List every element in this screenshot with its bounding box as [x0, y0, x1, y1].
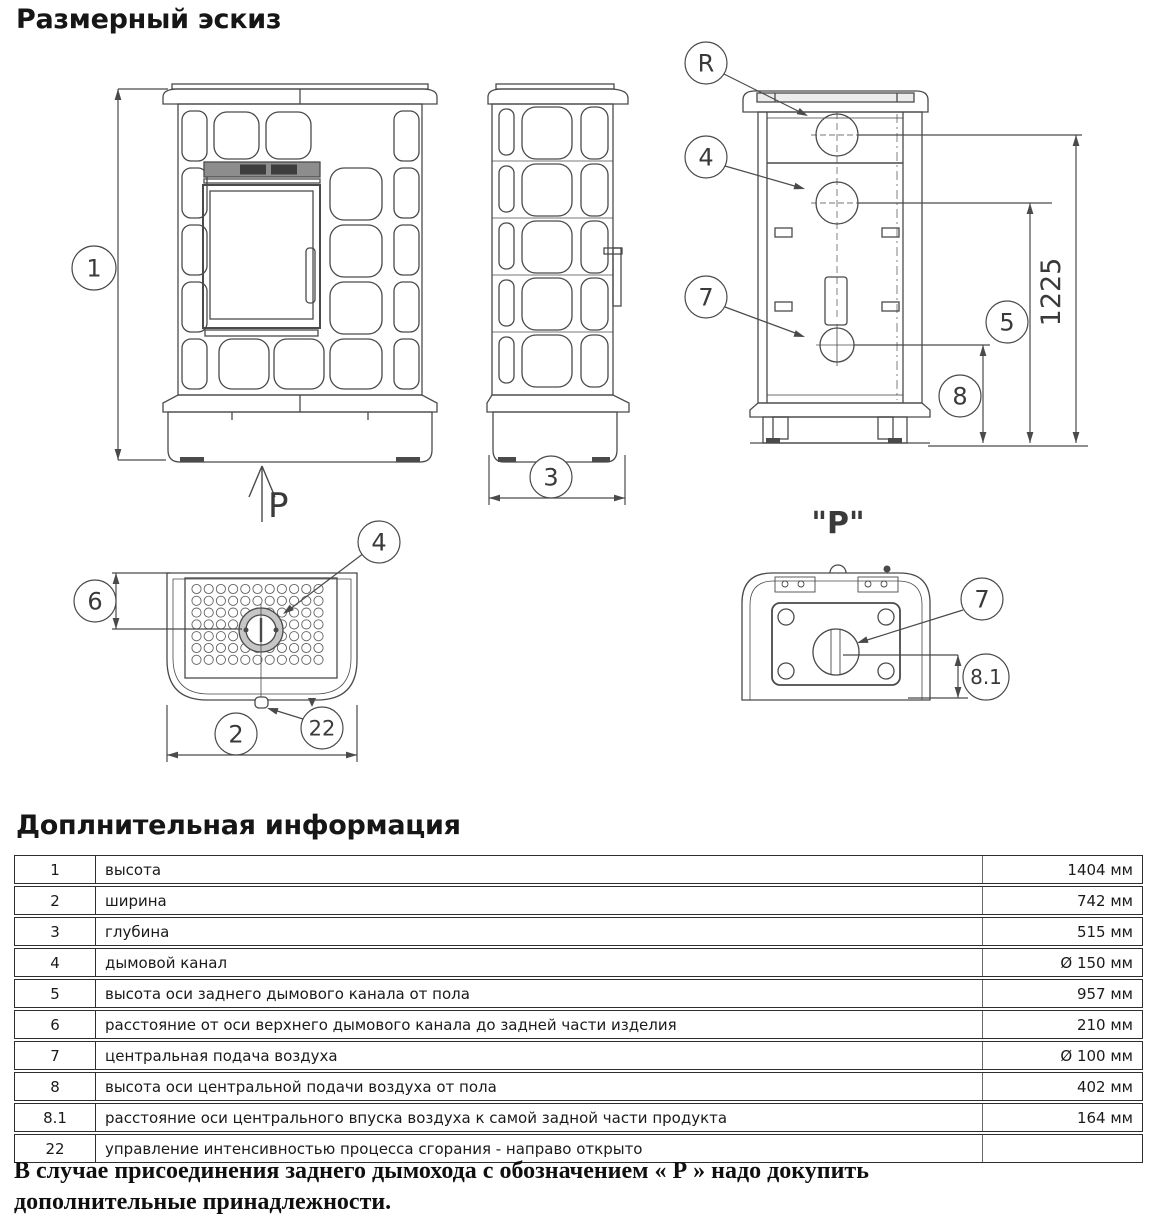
front-height-dimension — [72, 89, 168, 460]
row-description: высота оси заднего дымового канала от пола — [96, 980, 983, 1007]
balloon-5-label: 5 — [999, 308, 1015, 337]
top-flue-opening — [239, 604, 283, 656]
stove-door — [203, 185, 320, 336]
table-row — [14, 1103, 1143, 1132]
p-view-dimensions — [843, 578, 1009, 700]
dim-1225-label: 1225 — [1036, 257, 1067, 327]
side-view — [487, 84, 629, 462]
row-description: ширина — [96, 887, 983, 914]
balloon-8-label: 8 — [952, 382, 968, 411]
table-row — [14, 1041, 1143, 1070]
balloon-r-label: R — [697, 49, 715, 78]
table-row — [14, 886, 1143, 915]
row-description: центральная подача воздуха — [96, 1042, 983, 1069]
top-view — [167, 573, 357, 708]
table-row — [14, 1010, 1143, 1039]
table-row — [14, 948, 1143, 977]
footer-line-2: дополнительные принадлежности. — [14, 1189, 392, 1216]
balloon-7-p-label: 7 — [974, 585, 990, 614]
info-heading: Доплнительная информация — [16, 810, 461, 841]
side-tiles — [499, 107, 608, 387]
row-description: расстояние от оси верхнего дымового канала до задней части изделия — [96, 1011, 983, 1038]
front-right-tiles — [394, 111, 419, 389]
row-description: управление интенсивностью процесса сгорания - направо открыто — [96, 1135, 983, 1162]
row-number: 7 — [15, 1042, 96, 1069]
balloon-6-label: 6 — [87, 587, 103, 616]
central-air-inlet — [813, 629, 859, 675]
control-knob — [255, 697, 268, 708]
row-description: высота — [96, 856, 983, 883]
rear-view — [743, 91, 930, 443]
row-number: 22 — [15, 1135, 96, 1162]
row-description: высота оси центральной подачи воздуха от пола — [96, 1073, 983, 1100]
rear-air-inlet — [816, 324, 858, 366]
table-row — [14, 979, 1143, 1008]
footer-note — [14, 1156, 1134, 1218]
row-number: 1 — [15, 856, 96, 883]
row-value: 164 мм — [1076, 1108, 1133, 1127]
rear-dimensions — [854, 135, 1088, 446]
footer-line-1: В случае присоединения заднего дымохода с обозначением « Р » надо докупить — [14, 1158, 869, 1184]
direction-arrow-p — [249, 466, 289, 526]
row-number: 2 — [15, 887, 96, 914]
balloon-22-label: 22 — [308, 716, 336, 741]
front-view — [163, 84, 437, 462]
row-number: 4 — [15, 949, 96, 976]
balloon-7-rear-label: 7 — [698, 283, 714, 312]
direction-p-label: Р — [268, 486, 289, 526]
row-value: 402 мм — [1076, 1077, 1133, 1096]
balloon-8-1-label: 8.1 — [970, 665, 1002, 689]
row-description: дымовой канал — [96, 949, 983, 976]
table-row — [14, 855, 1143, 884]
balloon-1-label: 1 — [86, 254, 102, 283]
row-value: 957 мм — [1076, 984, 1133, 1003]
balloon-3-label: 3 — [543, 463, 559, 492]
row-description: глубина — [96, 918, 983, 945]
dimensional-sketch-drawing — [0, 40, 1154, 805]
row-number: 3 — [15, 918, 96, 945]
row-value: 1404 мм — [1067, 860, 1133, 879]
p-view-title: "P" — [811, 506, 865, 541]
balloon-4-top-label: 4 — [371, 528, 387, 557]
table-row — [14, 917, 1143, 946]
row-number: 6 — [15, 1011, 96, 1038]
info-table — [14, 855, 1143, 1165]
table-row — [14, 1072, 1143, 1101]
row-description: расстояние оси центрального впуска воздуха к самой задной части продукта — [96, 1104, 983, 1131]
row-number: 5 — [15, 980, 96, 1007]
page-title: Размерный эскиз — [16, 4, 282, 35]
row-value: 742 мм — [1076, 891, 1133, 910]
rear-balloons — [685, 42, 810, 340]
mounting-straps — [775, 577, 898, 592]
row-number: 8 — [15, 1073, 96, 1100]
p-view — [742, 506, 930, 700]
balloon-2-label: 2 — [228, 720, 244, 749]
row-number: 8.1 — [15, 1104, 96, 1131]
balloon-4-rear-label: 4 — [698, 143, 714, 172]
row-value: Ø 100 мм — [1060, 1046, 1133, 1065]
row-value: 210 мм — [1076, 1015, 1133, 1034]
row-value: 515 мм — [1076, 922, 1133, 941]
side-door-handle — [604, 248, 622, 306]
air-grille — [204, 162, 320, 183]
row-value: Ø 150 мм — [1060, 953, 1133, 972]
